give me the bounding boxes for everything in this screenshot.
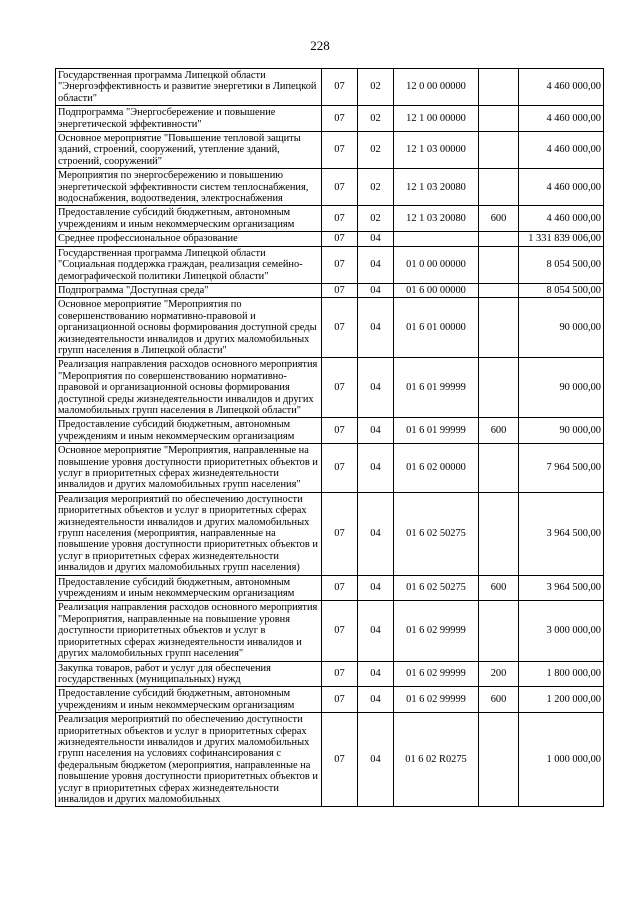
table-row [56, 169, 604, 206]
row-section-cell: 07 [322, 661, 358, 687]
row-target-cell: 12 1 03 00000 [394, 132, 479, 169]
row-target-cell: 01 6 02 00000 [394, 444, 479, 493]
row-amount-cell: 4 460 000,00 [519, 206, 604, 232]
row-expense-cell [479, 69, 519, 106]
row-name-cell: Реализация мероприятий по обеспечению доступности приоритетных объектов и услуг в приоритетных сферах жизнедеятельности инвалидов и других маломобильных групп населения на условиях софинансирования с федеральным бюджетом (мероприятия, направленные на повышение уровня доступности приоритетных объектов и услуг в приоритетных сферах жизнедеятельности инвалидов и других маломобильных [56, 713, 322, 807]
row-target-cell [394, 232, 479, 246]
row-target-cell: 01 6 02 50275 [394, 575, 479, 601]
row-subsection-cell: 04 [358, 601, 394, 661]
row-name-cell: Основное мероприятие "Мероприятия, направленные на повышение уровня доступности приоритетных объектов и услуг в приоритетных сферах жизнедеятельности инвалидов и других маломобильных групп населения" [56, 444, 322, 493]
row-section-cell: 07 [322, 206, 358, 232]
table-row [56, 492, 604, 575]
row-name-cell: Предоставление субсидий бюджетным, автономным учреждениям и иным некоммерческим организациям [56, 575, 322, 601]
table-row [56, 69, 604, 106]
row-target-cell: 12 1 03 20080 [394, 206, 479, 232]
row-target-cell: 01 6 02 99999 [394, 661, 479, 687]
row-name-cell: Реализация мероприятий по обеспечению доступности приоритетных объектов и услуг в приоритетных сферах жизнедеятельности инвалидов и других маломобильных групп населения (мероприятия, направленные на повышение уровня доступности приоритетных объектов и услуг в приоритетных сферах жизнедеятельности инвалидов и других маломобильных групп населения) [56, 492, 322, 575]
row-amount-cell: 1 331 839 006,00 [519, 232, 604, 246]
row-subsection-cell: 04 [358, 492, 394, 575]
row-expense-cell: 600 [479, 418, 519, 444]
row-amount-cell: 3 000 000,00 [519, 601, 604, 661]
row-subsection-cell: 04 [358, 246, 394, 283]
table-row [56, 444, 604, 493]
row-section-cell: 07 [322, 444, 358, 493]
row-expense-cell: 600 [479, 206, 519, 232]
budget-table-body [56, 69, 604, 807]
table-row [56, 106, 604, 132]
row-target-cell: 12 1 00 00000 [394, 106, 479, 132]
row-name-cell: Основное мероприятие "Повышение тепловой защиты зданий, строений, сооружений, утепление зданий, строений, сооружений" [56, 132, 322, 169]
row-section-cell: 07 [322, 246, 358, 283]
row-target-cell: 01 6 01 00000 [394, 298, 479, 358]
row-expense-cell: 600 [479, 575, 519, 601]
row-name-cell: Мероприятия по энергосбережению и повышению энергетической эффективности систем теплоснабжения, водоснабжения, водоотведения, электроснабжения [56, 169, 322, 206]
row-amount-cell: 4 460 000,00 [519, 169, 604, 206]
row-expense-cell [479, 246, 519, 283]
row-name-cell: Закупка товаров, работ и услуг для обеспечения государственных (муниципальных) нужд [56, 661, 322, 687]
row-subsection-cell: 04 [358, 444, 394, 493]
row-expense-cell: 600 [479, 687, 519, 713]
row-amount-cell: 3 964 500,00 [519, 492, 604, 575]
row-subsection-cell: 04 [358, 298, 394, 358]
row-subsection-cell: 04 [358, 713, 394, 807]
row-expense-cell [479, 713, 519, 807]
row-section-cell: 07 [322, 492, 358, 575]
row-name-cell: Государственная программа Липецкой области "Социальная поддержка граждан, реализация семейно-демографической политики Липецкой области" [56, 246, 322, 283]
row-expense-cell [479, 232, 519, 246]
row-amount-cell: 4 460 000,00 [519, 106, 604, 132]
row-expense-cell [479, 444, 519, 493]
row-section-cell: 07 [322, 575, 358, 601]
table-row [56, 132, 604, 169]
row-name-cell: Подпрограмма "Энергосбережение и повышение энергетической эффективности" [56, 106, 322, 132]
row-section-cell: 07 [322, 298, 358, 358]
row-section-cell: 07 [322, 169, 358, 206]
row-name-cell: Основное мероприятие "Мероприятия по совершенствованию нормативно-правовой и организационной основы формирования доступной среды жизнедеятельности инвалидов и других маломобильных групп населения в Липецкой области" [56, 298, 322, 358]
row-section-cell: 07 [322, 713, 358, 807]
row-expense-cell [479, 298, 519, 358]
table-row [56, 246, 604, 283]
row-section-cell: 07 [322, 358, 358, 418]
table-row [56, 713, 604, 807]
row-amount-cell: 8 054 500,00 [519, 283, 604, 297]
row-section-cell: 07 [322, 106, 358, 132]
table-row [56, 206, 604, 232]
row-expense-cell [479, 358, 519, 418]
row-section-cell: 07 [322, 283, 358, 297]
row-amount-cell: 90 000,00 [519, 418, 604, 444]
table-row [56, 601, 604, 661]
row-target-cell: 01 6 00 00000 [394, 283, 479, 297]
table-row [56, 232, 604, 246]
row-amount-cell: 3 964 500,00 [519, 575, 604, 601]
row-target-cell: 01 6 02 R0275 [394, 713, 479, 807]
row-target-cell: 01 6 02 99999 [394, 687, 479, 713]
row-section-cell: 07 [322, 232, 358, 246]
row-section-cell: 07 [322, 601, 358, 661]
table-row [56, 687, 604, 713]
table-row [56, 358, 604, 418]
row-subsection-cell: 04 [358, 418, 394, 444]
row-name-cell: Предоставление субсидий бюджетным, автономным учреждениям и иным некоммерческим организациям [56, 418, 322, 444]
budget-table [55, 68, 604, 807]
row-section-cell: 07 [322, 69, 358, 106]
row-expense-cell [479, 601, 519, 661]
page-number: 228 [310, 38, 330, 53]
row-expense-cell [479, 492, 519, 575]
row-amount-cell: 1 200 000,00 [519, 687, 604, 713]
row-subsection-cell: 04 [358, 283, 394, 297]
row-target-cell: 01 0 00 00000 [394, 246, 479, 283]
row-name-cell: Реализация направления расходов основного мероприятия "Мероприятия, направленные на повышение уровня доступности приоритетных объектов и услуг в приоритетных сферах жизнедеятельности инвалидов и других маломобильных групп населения" [56, 601, 322, 661]
row-name-cell: Реализация направления расходов основного мероприятия "Мероприятия по совершенствованию нормативно-правовой и организационной основы формирования доступной среды жизнедеятельности инвалидов и других маломобильных групп населения в Липецкой области" [56, 358, 322, 418]
row-subsection-cell: 04 [358, 575, 394, 601]
row-expense-cell: 200 [479, 661, 519, 687]
row-expense-cell [479, 106, 519, 132]
row-subsection-cell: 04 [358, 232, 394, 246]
row-expense-cell [479, 283, 519, 297]
row-subsection-cell: 02 [358, 206, 394, 232]
row-amount-cell: 7 964 500,00 [519, 444, 604, 493]
row-subsection-cell: 04 [358, 358, 394, 418]
row-subsection-cell: 02 [358, 132, 394, 169]
row-target-cell: 01 6 01 99999 [394, 418, 479, 444]
row-expense-cell [479, 132, 519, 169]
table-row [56, 418, 604, 444]
row-amount-cell: 8 054 500,00 [519, 246, 604, 283]
row-subsection-cell: 04 [358, 661, 394, 687]
row-name-cell: Предоставление субсидий бюджетным, автономным учреждениям и иным некоммерческим организациям [56, 687, 322, 713]
row-target-cell: 01 6 02 99999 [394, 601, 479, 661]
row-target-cell: 12 0 00 00000 [394, 69, 479, 106]
table-row [56, 283, 604, 297]
row-amount-cell: 90 000,00 [519, 358, 604, 418]
row-name-cell: Среднее профессиональное образование [56, 232, 322, 246]
row-subsection-cell: 02 [358, 106, 394, 132]
row-name-cell: Государственная программа Липецкой области "Энергоэффективность и развитие энергетики в Липецкой области" [56, 69, 322, 106]
row-amount-cell: 1 800 000,00 [519, 661, 604, 687]
row-expense-cell [479, 169, 519, 206]
row-subsection-cell: 02 [358, 69, 394, 106]
row-subsection-cell: 04 [358, 687, 394, 713]
row-target-cell: 12 1 03 20080 [394, 169, 479, 206]
row-name-cell: Подпрограмма "Доступная среда" [56, 283, 322, 297]
table-row [56, 661, 604, 687]
row-amount-cell: 4 460 000,00 [519, 132, 604, 169]
table-row [56, 575, 604, 601]
row-section-cell: 07 [322, 418, 358, 444]
row-target-cell: 01 6 02 50275 [394, 492, 479, 575]
row-section-cell: 07 [322, 132, 358, 169]
table-row [56, 298, 604, 358]
row-target-cell: 01 6 01 99999 [394, 358, 479, 418]
row-amount-cell: 90 000,00 [519, 298, 604, 358]
row-section-cell: 07 [322, 687, 358, 713]
row-subsection-cell: 02 [358, 169, 394, 206]
row-amount-cell: 4 460 000,00 [519, 69, 604, 106]
row-name-cell: Предоставление субсидий бюджетным, автономным учреждениям и иным некоммерческим организациям [56, 206, 322, 232]
row-amount-cell: 1 000 000,00 [519, 713, 604, 807]
